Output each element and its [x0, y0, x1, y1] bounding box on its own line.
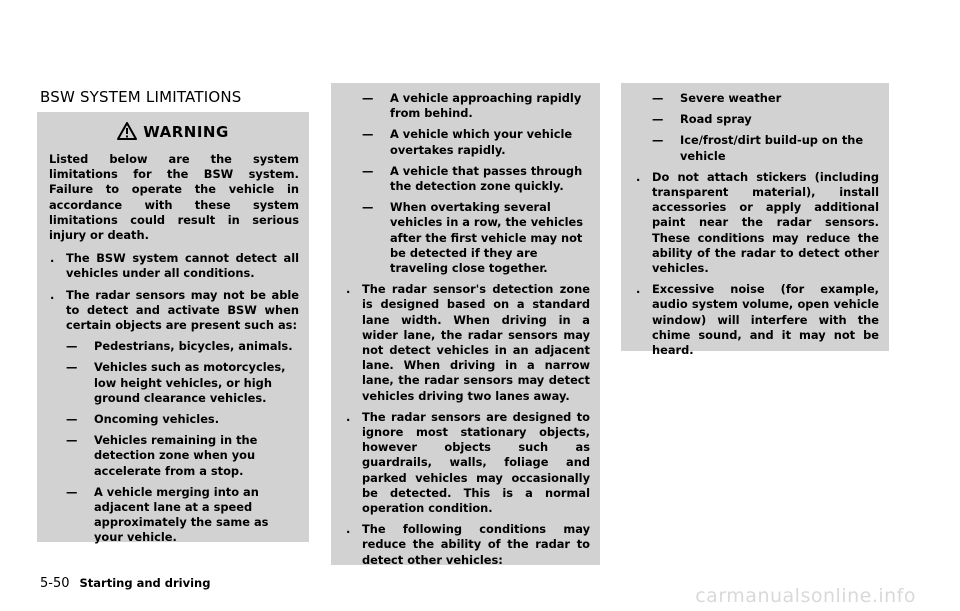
sub-list-item [652, 112, 879, 127]
sub-item-text: Oncoming vehicles. [94, 412, 220, 427]
sub-item-text: Severe weather [680, 91, 782, 105]
dash-mark: — [652, 112, 664, 127]
bullet-mark: . [346, 282, 351, 297]
sub-item-text: A vehicle which your vehicle overtakes rapidly. [390, 127, 573, 157]
dash-mark: — [66, 360, 78, 375]
warning-heading [37, 122, 309, 140]
sub-list-item [362, 164, 590, 194]
sub-item-text: A vehicle merging into an adjacent lane at a speed approximately the same as your vehicle. [94, 484, 269, 545]
sub-list-item [652, 133, 879, 163]
bullet-text: The radar sensors are designed to ignore most stationary objects, however objects such as guardrails, walls, foliage and parked vehicles may occasionally be detected. This is a normal operation condition. [362, 409, 590, 516]
dash-mark: — [362, 163, 374, 178]
sub-item-text: Road spray [680, 112, 752, 127]
sub-item-text: A vehicle that passes through the detection zone quickly. [390, 163, 583, 194]
sub-item-text: When overtaking several vehicles in a row, the vehicles after the first vehicle may not be detected if they are traveling close together. [390, 200, 584, 276]
warning-panel [37, 112, 309, 545]
sub-list-item [362, 127, 590, 157]
sub-item-text: A vehicle approaching rapidly from behind. [390, 91, 582, 121]
watermark: carmanualsonline.info [695, 585, 916, 607]
dash-mark: — [652, 91, 664, 105]
bullet-mark: . [636, 282, 641, 297]
list-item [49, 288, 299, 334]
list-item [635, 282, 879, 358]
sub-list-item [362, 200, 590, 276]
warning-heading-text: WARNING [143, 123, 229, 141]
sub-item-text: Ice/frost/dirt build-up on the vehicle [680, 133, 864, 163]
dash-mark: — [66, 339, 78, 354]
list-item [49, 251, 299, 281]
page-number: 5-50 [40, 576, 70, 591]
dash-mark: — [66, 484, 78, 499]
list-item [345, 410, 590, 516]
sub-item-text: Vehicles remaining in the detection zone when you accelerate from a stop. [94, 433, 258, 478]
list-item [345, 522, 590, 568]
bullet-mark: . [50, 251, 55, 266]
bullet-text: The radar sensors may not be able to detect and activate BSW when certain objects are present such as: [66, 287, 299, 333]
warning-triangle-icon [117, 122, 137, 140]
sub-list-item [66, 339, 299, 354]
sub-list-item [66, 485, 299, 546]
dash-mark: — [652, 133, 664, 148]
bullet-mark: . [636, 169, 641, 184]
sub-list-item [66, 360, 299, 406]
bullet-text: Excessive noise (for example, audio system volume, open vehicle window) will interfere with the chime sound, and it may not be heard. [652, 282, 879, 358]
sub-list-item [652, 91, 879, 106]
dash-mark: — [362, 127, 374, 142]
dash-mark: — [362, 91, 374, 105]
page-footer [40, 572, 210, 591]
dash-mark: — [362, 200, 374, 215]
sub-item-text: Pedestrians, bicycles, animals. [94, 339, 293, 354]
dash-mark: — [66, 433, 78, 448]
list-item [635, 170, 879, 276]
bullet-mark: . [346, 409, 351, 424]
sub-list-item [362, 91, 590, 121]
bullet-text: The BSW system cannot detect all vehicles under all conditions. [66, 251, 299, 281]
sub-item-text: Vehicles such as motorcycles, low height vehicles, or high ground clearance vehicles. [94, 360, 286, 405]
warning-intro: Listed below are the system limitations for the BSW system. Failure to operate the vehicle in accordance with these system limitations could result in serious injury or death. [49, 152, 299, 243]
bullet-mark: . [346, 522, 351, 537]
bullet-text: The radar sensor's detection zone is designed based on a standard lane width. When driving in a wider lane, the radar sensors may not detect vehicles in an adjacent lane. When driving in a narrow lane, the radar sensors may detect vehicles driving two lanes away. [362, 282, 590, 403]
section-title: BSW SYSTEM LIMITATIONS [40, 88, 242, 106]
sub-list-item [66, 412, 299, 427]
warning-panel-continued [621, 83, 889, 358]
chapter-title: Starting and driving [79, 576, 211, 590]
list-item [345, 282, 590, 404]
bullet-text: Do not attach stickers (including transparent material), install accessories or apply additional paint near the radar sensors. These conditions may reduce the ability of the radar to detect other vehicles. [652, 169, 879, 276]
sub-list-item [66, 433, 299, 479]
bullet-mark: . [50, 287, 55, 302]
warning-panel-continued [331, 83, 600, 565]
dash-mark: — [66, 412, 78, 427]
bullet-text: The following conditions may reduce the ability of the radar to detect other vehicles: [362, 522, 590, 567]
